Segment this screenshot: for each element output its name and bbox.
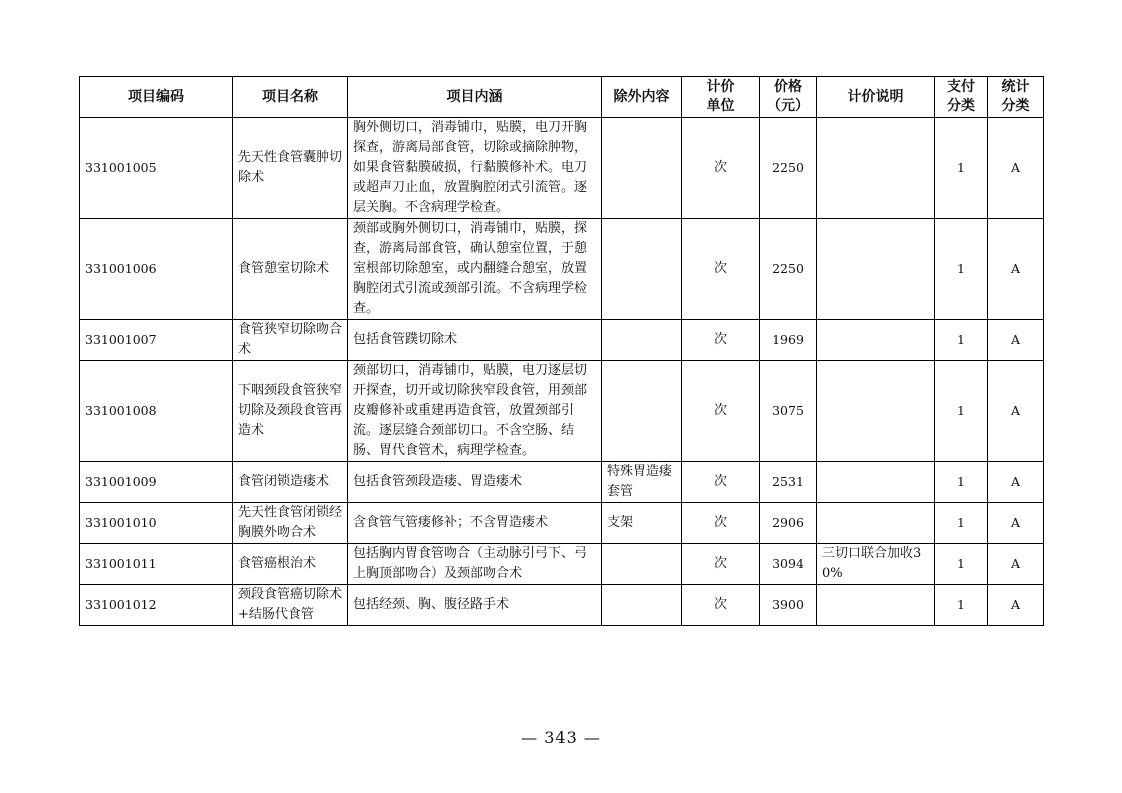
header-exclusions: 除外内容: [602, 77, 682, 118]
header-content: 项目内涵: [348, 77, 602, 118]
cell-notes: [817, 219, 935, 320]
cell-content: 包括食管蹼切除术: [348, 320, 602, 361]
cell-stat: A: [988, 118, 1044, 219]
cell-code: 331001008: [80, 361, 233, 462]
header-price: 价格 （元）: [760, 77, 817, 118]
cell-price: 1969: [760, 320, 817, 361]
cell-content: 包括经颈、胸、腹径路手术: [348, 585, 602, 626]
cell-code: 331001009: [80, 462, 233, 503]
cell-unit: 次: [682, 361, 760, 462]
table-row: [80, 320, 1044, 361]
cell-stat: A: [988, 585, 1044, 626]
cell-stat: A: [988, 320, 1044, 361]
cell-unit: 次: [682, 118, 760, 219]
cell-notes: [817, 320, 935, 361]
cell-code: 331001011: [80, 544, 233, 585]
cell-name: 食管狭窄切除吻合术: [233, 320, 348, 361]
cell-payment: 1: [935, 219, 988, 320]
cell-content: 包括食管颈段造瘘、胃造瘘术: [348, 462, 602, 503]
cell-content: 胸外侧切口，消毒铺巾，贴膜，电刀开胸探查，游离局部食管，切除或摘除肿物，如果食管黏膜破损，行黏膜修补术。电刀或超声刀止血，放置胸腔闭式引流管。逐层关胸。不含病理学检查。: [348, 118, 602, 219]
cell-unit: 次: [682, 320, 760, 361]
cell-payment: 1: [935, 118, 988, 219]
cell-code: 331001005: [80, 118, 233, 219]
cell-exclusions: [602, 219, 682, 320]
cell-price: 2906: [760, 503, 817, 544]
cell-payment: 1: [935, 320, 988, 361]
cell-code: 331001010: [80, 503, 233, 544]
table-row: [80, 503, 1044, 544]
cell-exclusions: [602, 544, 682, 585]
pricing-table: [79, 76, 1044, 626]
cell-price: 2531: [760, 462, 817, 503]
cell-unit: 次: [682, 503, 760, 544]
cell-content: 含食管气管瘘修补；不含胃造瘘术: [348, 503, 602, 544]
cell-price: 3075: [760, 361, 817, 462]
table-row: [80, 585, 1044, 626]
table-row: [80, 462, 1044, 503]
cell-stat: A: [988, 361, 1044, 462]
cell-code: 331001012: [80, 585, 233, 626]
cell-name: 食管癌根治术: [233, 544, 348, 585]
header-payment: 支付 分类: [935, 77, 988, 118]
cell-price: 3900: [760, 585, 817, 626]
table-row: [80, 219, 1044, 320]
cell-price: 2250: [760, 118, 817, 219]
cell-payment: 1: [935, 544, 988, 585]
cell-notes: [817, 503, 935, 544]
cell-price: 3094: [760, 544, 817, 585]
cell-payment: 1: [935, 462, 988, 503]
cell-price: 2250: [760, 219, 817, 320]
cell-content: 颈部切口，消毒铺巾，贴膜，电刀逐层切开探查，切开或切除狭窄段食管，用颈部皮瓣修补或重建再造食管，放置颈部引流。逐层缝合颈部切口。不含空肠、结肠、胃代食管术，病理学检查。: [348, 361, 602, 462]
cell-exclusions: 特殊胃造瘘套管: [602, 462, 682, 503]
header-stat: 统计 分类: [988, 77, 1044, 118]
cell-content: 颈部或胸外侧切口，消毒铺巾，贴膜，探查，游离局部食管，确认憩室位置，于憩室根部切除憩室，或内翻缝合憩室，放置胸腔闭式引流或颈部引流。不含病理学检查。: [348, 219, 602, 320]
cell-notes: [817, 118, 935, 219]
header-name: 项目名称: [233, 77, 348, 118]
table-header: [80, 77, 1044, 118]
cell-notes: [817, 585, 935, 626]
cell-payment: 1: [935, 503, 988, 544]
cell-name: 颈段食管癌切除术+结肠代食管: [233, 585, 348, 626]
cell-stat: A: [988, 219, 1044, 320]
cell-unit: 次: [682, 462, 760, 503]
header-unit: 计价 单位: [682, 77, 760, 118]
cell-stat: A: [988, 462, 1044, 503]
cell-code: 331001007: [80, 320, 233, 361]
cell-unit: 次: [682, 219, 760, 320]
header-code: 项目编码: [80, 77, 233, 118]
table-row: [80, 118, 1044, 219]
cell-exclusions: [602, 585, 682, 626]
cell-stat: A: [988, 503, 1044, 544]
cell-name: 先天性食管闭锁经胸膜外吻合术: [233, 503, 348, 544]
table-row: [80, 361, 1044, 462]
cell-stat: A: [988, 544, 1044, 585]
cell-unit: 次: [682, 585, 760, 626]
cell-payment: 1: [935, 585, 988, 626]
cell-content: 包括胸内胃食管吻合（主动脉引弓下、弓上胸顶部吻合）及颈部吻合术: [348, 544, 602, 585]
table-row: [80, 544, 1044, 585]
cell-name: 下咽颈段食管狭窄切除及颈段食管再造术: [233, 361, 348, 462]
cell-unit: 次: [682, 544, 760, 585]
cell-name: 食管闭锁造瘘术: [233, 462, 348, 503]
cell-name: 先天性食管囊肿切除术: [233, 118, 348, 219]
cell-exclusions: [602, 118, 682, 219]
cell-name: 食管憩室切除术: [233, 219, 348, 320]
cell-notes: [817, 462, 935, 503]
cell-exclusions: [602, 320, 682, 361]
cell-notes: 三切口联合加收30%: [817, 544, 935, 585]
page-number: — 343 —: [521, 728, 601, 747]
cell-exclusions: 支架: [602, 503, 682, 544]
cell-payment: 1: [935, 361, 988, 462]
header-notes: 计价说明: [817, 77, 935, 118]
cell-notes: [817, 361, 935, 462]
cell-code: 331001006: [80, 219, 233, 320]
cell-exclusions: [602, 361, 682, 462]
